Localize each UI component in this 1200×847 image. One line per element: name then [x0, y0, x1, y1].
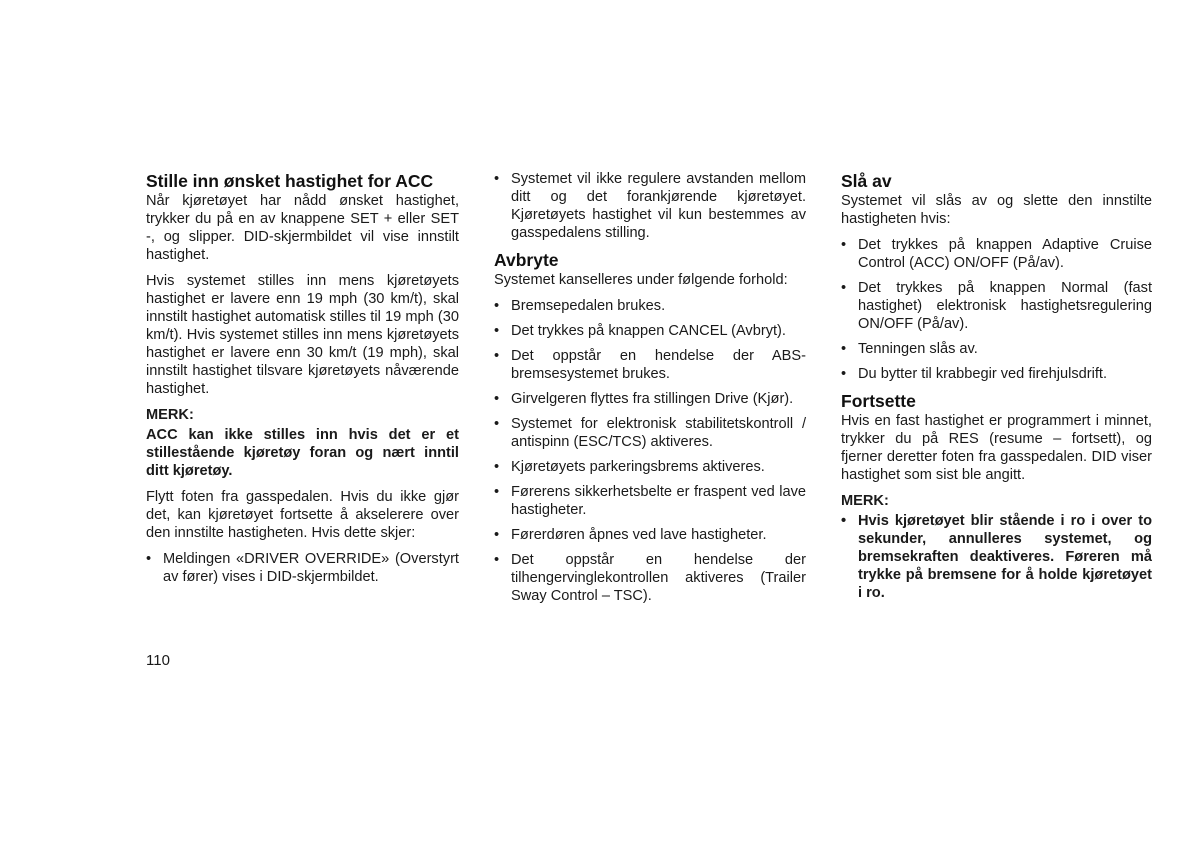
section-heading-resume: Fortsette	[841, 391, 916, 411]
list-item: • Bremsepedalen brukes.	[494, 297, 806, 315]
bullet-list	[841, 236, 1152, 383]
section-heading-cancel: Avbryte	[494, 250, 559, 270]
list-item: • Meldingen «DRIVER OVERRIDE» (Overstyrt av fører) vises i DID-skjermbildet.	[146, 550, 459, 586]
section-heading-turn-off: Slå av	[841, 171, 892, 191]
list-item: • Det oppstår en hendelse der ABS-bremsesystemet brukes.	[494, 347, 806, 383]
note-text: ACC kan ikke stilles inn hvis det er et stillestående kjøretøy foran og nært inntil ditt kjøretøy.	[146, 427, 459, 479]
list-item: • Systemet for elektronisk stabilitetskontroll / antispinn (ESC/TCS) aktiveres.	[494, 415, 806, 451]
list-item: • Hvis kjøretøyet blir stående i ro i over to sekunder, annulleres systemet, og bremsekraften deaktiveres. Føreren må trykke på bremsene for å holde kjøretøyet i ro.	[841, 512, 1152, 602]
note-label: MERK:	[146, 407, 194, 423]
bullet-list	[494, 170, 806, 242]
list-item: • Tenningen slås av.	[841, 340, 1152, 358]
column-2	[494, 170, 806, 612]
list-item: • Kjøretøyets parkeringsbrems aktiveres.	[494, 458, 806, 476]
list-item: • Systemet vil ikke regulere avstanden mellom ditt og det forankjørende kjøretøyet. Kjøretøyets hastighet vil kun bestemmes av gasspedalens stilling.	[494, 170, 806, 242]
section-heading-set-speed: Stille inn ønsket hastighet for ACC	[146, 171, 434, 191]
list-item: • Du bytter til krabbegir ved firehjulsdrift.	[841, 365, 1152, 383]
paragraph: Systemet vil slås av og slette den innstilte hastigheten hvis:	[841, 193, 1152, 227]
paragraph: Flytt foten fra gasspedalen. Hvis du ikke gjør det, kan kjøretøyet fortsette å akselerere over den innstilte hastigheten. Hvis dette skjer:	[146, 489, 459, 541]
column-3	[841, 170, 1152, 609]
bullet-list	[494, 297, 806, 605]
list-item: • Førerdøren åpnes ved lave hastigheter.	[494, 526, 806, 544]
column-1	[146, 170, 459, 593]
list-item: • Det oppstår en hendelse der tilhengervinglekontrollen aktiveres (Trailer Sway Control – TSC).	[494, 551, 806, 605]
paragraph: Hvis systemet stilles inn mens kjøretøyets hastighet er lavere enn 19 mph (30 km/t), skal innstilt hastighet automatisk stilles til 19 mph (30 km/t). Hvis systemet stilles inn mens kjøretøyets hastighet er lavere enn 30 km/t (19 mph), skal innstilt hastighet tilsvare kjøretøyets nåværende hastighet.	[146, 273, 459, 397]
paragraph: Hvis en fast hastighet er programmert i minnet, trykker du på RES (resume – fortsett), og fjerner deretter foten fra gasspedalen. DID viser hastighet som sist ble angitt.	[841, 413, 1152, 483]
paragraph: Systemet kanselleres under følgende forhold:	[494, 272, 788, 288]
list-item: • Girvelgeren flyttes fra stillingen Drive (Kjør).	[494, 390, 806, 408]
note-label: MERK:	[841, 493, 889, 509]
bullet-list	[841, 512, 1152, 602]
bullet-list	[146, 550, 459, 586]
list-item: • Det trykkes på knappen CANCEL (Avbryt).	[494, 322, 806, 340]
list-item: • Det trykkes på knappen Adaptive Cruise Control (ACC) ON/OFF (På/av).	[841, 236, 1152, 272]
paragraph: Når kjøretøyet har nådd ønsket hastighet, trykker du på en av knappene SET + eller SET -, og slipper. DID-skjermbildet vil vise innstilt hastighet.	[146, 193, 459, 263]
page-number: 110	[146, 652, 170, 669]
list-item: • Det trykkes på knappen Normal (fast hastighet) elektronisk hastighetsregulering ON/OFF (På/av).	[841, 279, 1152, 333]
list-item: • Førerens sikkerhetsbelte er fraspent ved lave hastigheter.	[494, 483, 806, 519]
